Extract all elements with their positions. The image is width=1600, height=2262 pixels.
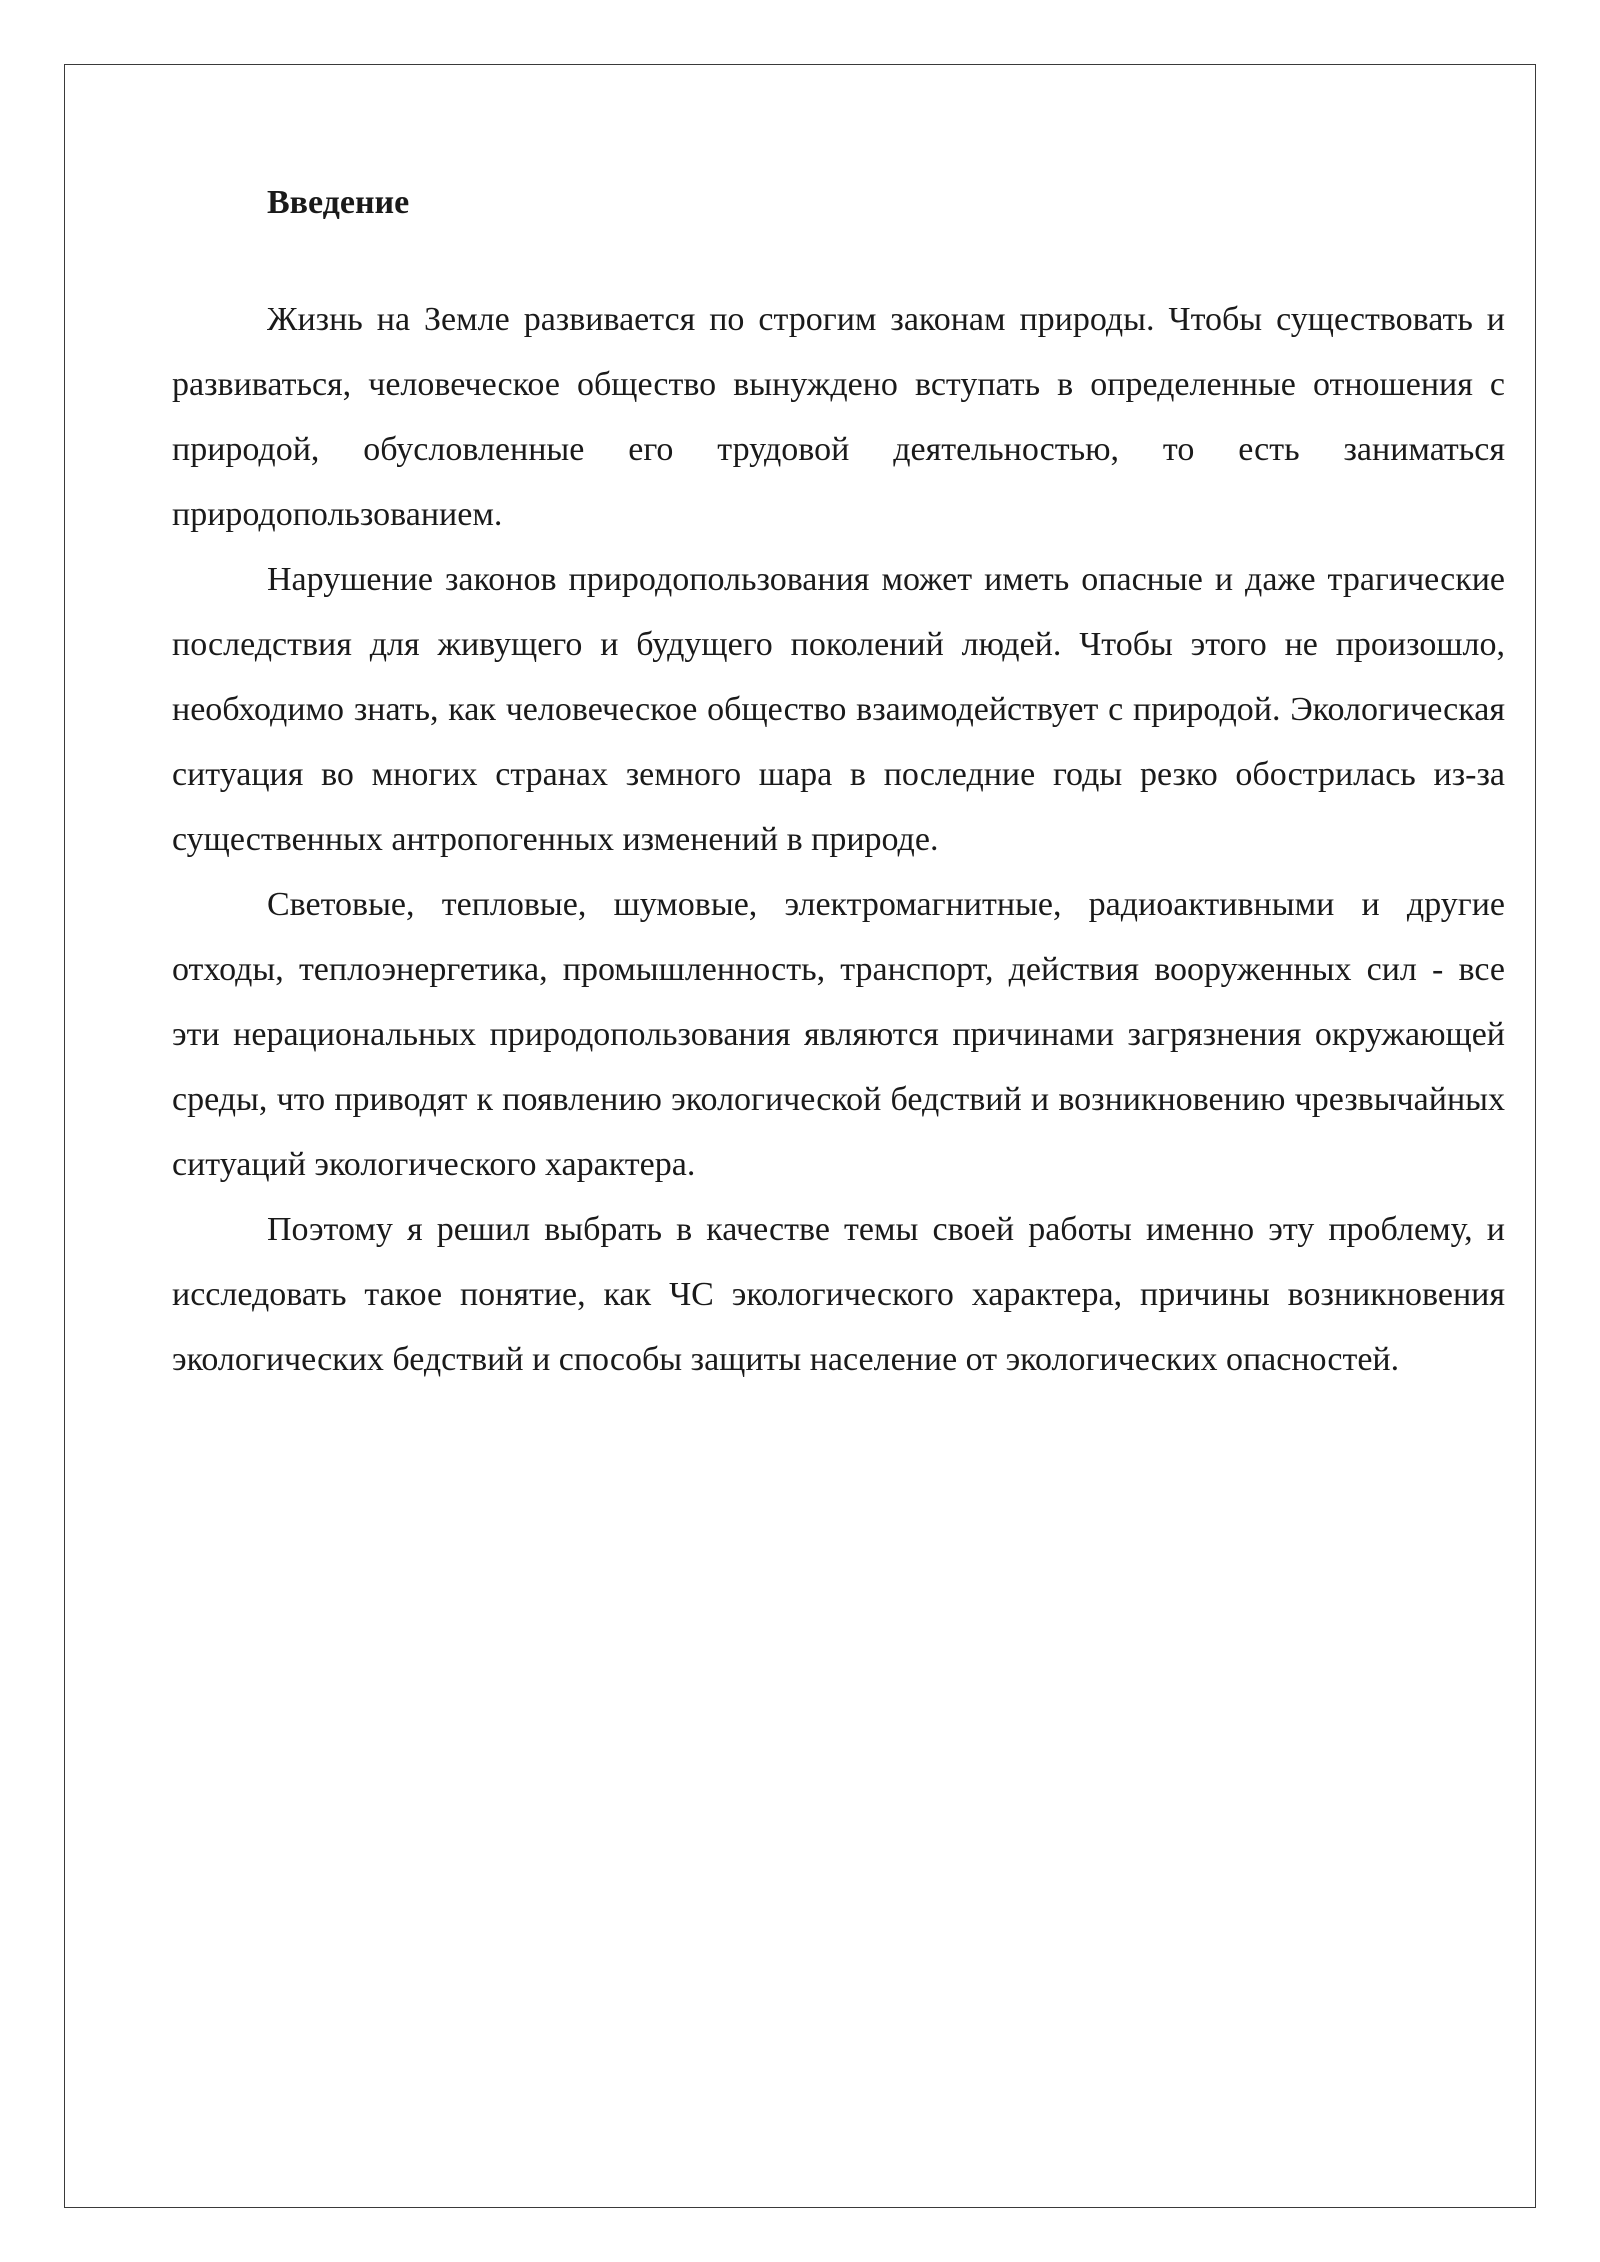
section-heading: Введение xyxy=(267,184,410,221)
paragraph-list xyxy=(172,287,1505,1392)
paragraph-4: Поэтому я решил выбрать в качестве темы своей работы именно эту проблему, и исследовать такое понятие, как ЧС экологического характера, причины возникновения экологических бедствий и способы защиты население от экологических опасностей. xyxy=(172,1211,1505,1378)
paragraph-2: Нарушение законов природопользования может иметь опасные и даже трагические последствия для живущего и будущего поколений людей. Чтобы этого не произошло, необходимо знать, как человеческое общество взаимодействует с природой. Экологическая ситуация во многих странах земного шара в последние годы резко обострилась из-за существенных антропогенных изменений в природе. xyxy=(172,561,1505,858)
paragraph-1: Жизнь на Земле развивается по строгим законам природы. Чтобы существовать и развиваться, человеческое общество вынуждено вступать в определенные отношения с природой, обусловленные его трудовой деятельностью, то есть заниматься природопользованием. xyxy=(172,301,1505,533)
document-body xyxy=(172,175,1505,1392)
paragraph-3: Световые, тепловые, шумовые, электромагнитные, радиоактивными и другие отходы, теплоэнергетика, промышленность, транспорт, действия вооруженных сил - все эти нерациональных природопользования являются причинами загрязнения окружающей среды, что приводят к появлению экологической бедствий и возникновению чрезвычайных ситуаций экологического характера. xyxy=(172,886,1505,1183)
